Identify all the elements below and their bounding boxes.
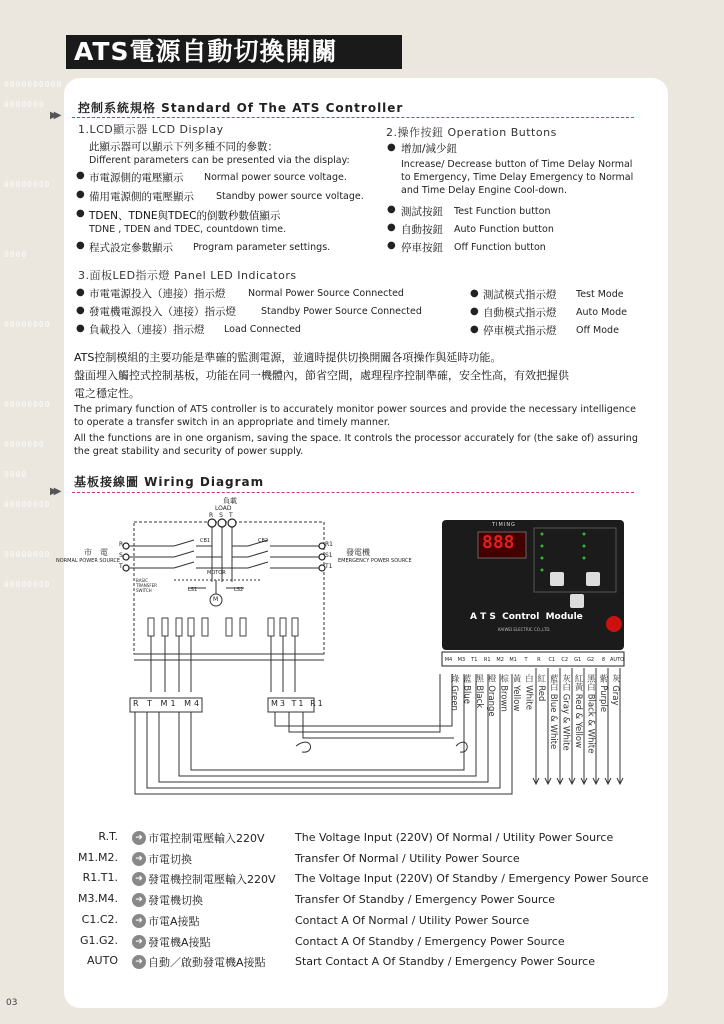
legend-en: Start Contact A Of Standby / Emergency Power Source [295,955,595,969]
terminal-label: S1 [325,552,333,559]
inc-dec-zh: 增加/減少鈕 [401,143,458,155]
desc-en: All the functions are in one organism, saving the space. It controls the processor accurately for (the sake of) assuring [74,433,638,444]
arrow-circle-icon: ➜ [132,831,146,845]
lcd-intro-en: Different parameters can be presented via the display: [89,155,350,166]
module-terminal: M3 [457,657,466,663]
stop-button-icon [606,616,622,632]
led-item-en: Load Connected [224,324,301,335]
bullet-icon: ● [387,222,396,233]
module-terminal: T [524,657,528,663]
lcd-item-en: Normal power source voltage. [204,172,347,183]
load-label-en: LOAD [215,505,232,512]
legend-row [74,913,654,931]
wire-label: 橙 Orange [486,674,497,717]
terminal-block-left-labels: R T M1 M4 [133,699,203,708]
button-item-en: Off Function button [454,242,546,253]
module-terminal: R1 [483,657,491,663]
module-terminal: M1 [509,657,517,663]
legend-row [74,851,654,869]
bullet-icon: ● [387,142,396,153]
spec-heading: 控制系統規格 Standard Of The ATS Controller [78,101,404,115]
legend-en: Transfer Of Standby / Emergency Power Source [295,893,556,907]
module-terminal: G2 [587,657,595,663]
strip-code: 00000000 [4,320,51,329]
lcd-item-zh: 程式設定參數顯示 [89,242,173,254]
lcd-item-en: Standby power source voltage. [216,191,364,202]
divider [72,117,634,118]
module-terminal: C2 [561,657,569,663]
normal-label-en: NORMAL POWER SOURCE [56,558,121,564]
bullet-icon: ● [470,306,479,317]
wire-label: 藍 Blue [461,674,472,705]
standby-label: 發電機 [346,548,370,557]
module-terminal: G1 [574,657,582,663]
strip-code: 0000000 [4,440,45,449]
terminal-label: S [119,552,123,559]
module-terminal: AUTO [609,657,625,663]
arrow-icon: ▶▶ [50,486,58,497]
motor-label: MOTOR [207,570,226,576]
legend-zh: 發電機切換 [148,894,203,908]
buttons-heading: 2.操作按鈕 Operation Buttons [386,126,557,139]
lcd-intro-zh: 此顯示器可以顯示下列多種不同的參數： [89,141,278,153]
desc-en: to operate a transfer switch in an appropriate and timely manner. [74,417,390,428]
breaker-label: CB2 [258,538,269,544]
bullet-icon: ● [76,323,85,334]
inc-dec-en: Increase/ Decrease button of Time Delay Normal [401,159,633,170]
led-item-zh: 測試模式指示燈 [483,289,557,301]
led-item-zh: 市電電源投入（連接）指示燈 [89,288,226,300]
arrow-circle-icon: ➜ [132,872,146,886]
legend-code: C1.C2. [81,912,118,926]
module-maker: KAIWEI ELECTRIC CO.,LTD. [498,627,551,632]
bullet-icon: ● [76,287,85,298]
bullet-icon: ● [387,240,396,251]
terminal-block-right-labels: M3 T1 R1 [271,699,325,708]
strip-code: 00000000 [4,580,51,589]
led-item-zh: 停車模式指示燈 [483,325,557,337]
legend-row [74,871,654,889]
arrow-circle-icon: ➜ [132,893,146,907]
terminal-label: R [119,541,124,548]
module-name: A T S Control Module [470,612,583,622]
legend-en: The Voltage Input (220V) Of Standby / Emergency Power Source [295,872,649,886]
button-item-zh: 停車按鈕 [401,242,443,254]
wire-label: 灰白 Gray & White [560,674,571,751]
button-item-en: Auto Function button [454,224,554,235]
load-label: 負載 [223,497,237,505]
legend-zh: 發電機控制電壓輸入220V [148,873,276,887]
legend-zh: 自動／啟動發電機A接點 [148,956,266,970]
arrow-circle-icon: ➜ [132,852,146,866]
module-terminal: T1 [471,657,478,663]
bullet-icon: ● [76,189,85,200]
strip-code: 0000 [4,470,28,479]
led-item-en: Test Mode [576,289,624,300]
lcd-item-en: Program parameter settings. [193,242,331,253]
divider [72,492,634,493]
switch-label: LS1 [188,587,198,593]
bullet-icon: ● [470,324,479,335]
timing-label: TIMING [492,522,516,528]
led-item-zh: 負載投入（連接）指示燈 [89,324,205,336]
legend-code: R1.T1. [82,871,118,885]
bullet-icon: ● [76,305,85,316]
terminal-label: R1 [325,541,333,548]
button-item-zh: 自動按鈕 [401,224,443,236]
timer-display: 888 [482,532,515,553]
led-item-en: Standby Power Source Connected [261,306,422,317]
wire-label: 紫 Purple [597,674,608,713]
legend-row [74,934,654,952]
wire-label: 紅黃 Red & Yellow [573,674,583,749]
legend-row [74,830,654,848]
led-item-zh: 自動模式指示燈 [483,307,557,319]
desc-en: The primary function of ATS controller is to accurately monitor power sources and provide the necessary intelligence [74,404,636,415]
legend [74,830,654,980]
legend-en: Contact A Of Normal / Utility Power Source [295,913,530,927]
lcd-item-zh: 市電源側的電壓顯示 [89,172,184,184]
motor-symbol: M [213,596,219,603]
legend-en: Contact A Of Standby / Emergency Power Source [295,934,565,948]
lcd-heading: 1.LCD顯示器 LCD Display [78,123,224,136]
page-number: 03 [6,998,18,1008]
arrow-circle-icon: ➜ [132,914,146,928]
desc-zh: 電之穩定性。 [74,387,140,400]
module-terminal: M2 [496,657,504,663]
led-item-zh: 發電機電源投入（連接）指示燈 [89,306,236,318]
legend-row [74,892,654,910]
desc-en: the great stability and security of power supply. [74,446,304,457]
wire-label: 黑白 Black & White [585,674,596,754]
legend-zh: 市電控制電壓輸入220V [148,832,265,845]
wire-label: 黃 Yellow [511,674,521,712]
wire-label: 白 White [523,674,534,710]
strip-code: 00000000 [4,180,51,189]
switch-label: LS2 [234,587,244,593]
strip-code: 00000000 [4,550,51,559]
arrow-circle-icon: ➜ [132,935,146,949]
wire-label: 黑 Black [473,674,484,709]
wire-label: 綠 Green [449,674,459,711]
legend-en: The Voltage Input (220V) Of Normal / Utility Power Source [295,831,614,844]
strip-code: 00000000 [4,500,51,509]
strip-code: 00000000 [4,400,51,409]
leds-heading: 3.面板LED指示燈 Panel LED Indicators [78,269,297,282]
terminal-label: T [119,563,123,570]
module-terminal: R [537,657,541,663]
wire-label: 藍白 Blue & White [548,674,559,750]
wire-color-labels [448,674,628,824]
legend-zh: 市電切換 [148,852,192,866]
legend-en: Transfer Of Normal / Utility Power Source [295,851,520,865]
wire-label: 棕 Brown [498,674,509,712]
bullet-icon: ● [76,240,85,251]
rst-label: RST [209,512,239,519]
page-title: ATS電源自動切換開關 [74,37,338,66]
legend-code: R.T. [98,830,118,843]
inc-dec-en: and Time Delay Engine Cool-down. [401,185,567,196]
lcd-item-zh: 備用電源側的電壓顯示 [89,191,194,203]
basic-switch-label: BASIC TRANSFER SWITCH [136,578,157,593]
wire-label: 紅 Red [535,674,546,702]
module-terminal: M4 [444,657,453,663]
breaker-label: CB1 [200,538,211,544]
arrow-circle-icon: ➜ [132,955,146,969]
arrow-icon: ▶▶ [50,110,58,121]
lcd-item-zh: TDEN、TDNE與TDEC的倒數秒數值顯示 [89,210,281,222]
strip-code: 0000000000 [4,80,63,89]
inc-dec-en: to Emergency, Time Delay Emergency to Normal [401,172,634,183]
bullet-icon: ● [76,170,85,181]
terminal-label: T1 [325,563,333,570]
legend-code: G1.G2. [79,933,118,947]
module-terminal-labels [442,654,624,666]
button-item-zh: 測試按鈕 [401,206,443,218]
legend-row [74,954,654,972]
wiring-heading: 基板接線圖 Wiring Diagram [74,475,265,489]
legend-zh: 發電機A接點 [148,935,211,949]
strip-code: 0000000 [4,100,45,109]
led-item-en: Off Mode [576,325,619,336]
standby-label-en: EMERGENCY POWER SOURCE [338,558,412,564]
button-item-en: Test Function button [454,206,551,217]
legend-code: AUTO [87,954,118,968]
bullet-icon: ● [470,288,479,299]
bullet-icon: ● [387,204,396,215]
decorative-strip [0,70,63,1010]
legend-code: M3.M4. [78,892,118,906]
wire-label: 灰 Gray [610,674,621,706]
desc-zh: 盤面埋入觸控式控制基板，功能在同一機體內，節省空間，處理程序控制準確，安全性高，有效把握供 [74,369,569,382]
led-item-en: Normal Power Source Connected [248,288,404,299]
strip-code: 0000 [4,250,28,259]
module-terminal: 8 [601,657,606,663]
bullet-icon: ● [76,208,85,219]
desc-zh: ATS控制模組的主要功能是準確的監測電源，並適時提供切換開關各項操作與延時功能。 [74,351,502,364]
normal-label: 市 電 [84,548,108,557]
led-item-en: Auto Mode [576,307,627,318]
lcd-item-en: TDNE , TDEN and TDEC, countdown time. [89,224,287,235]
module-terminal: C1 [548,657,556,663]
legend-zh: 市電A接點 [148,914,200,928]
legend-code: M1.M2. [78,850,118,864]
